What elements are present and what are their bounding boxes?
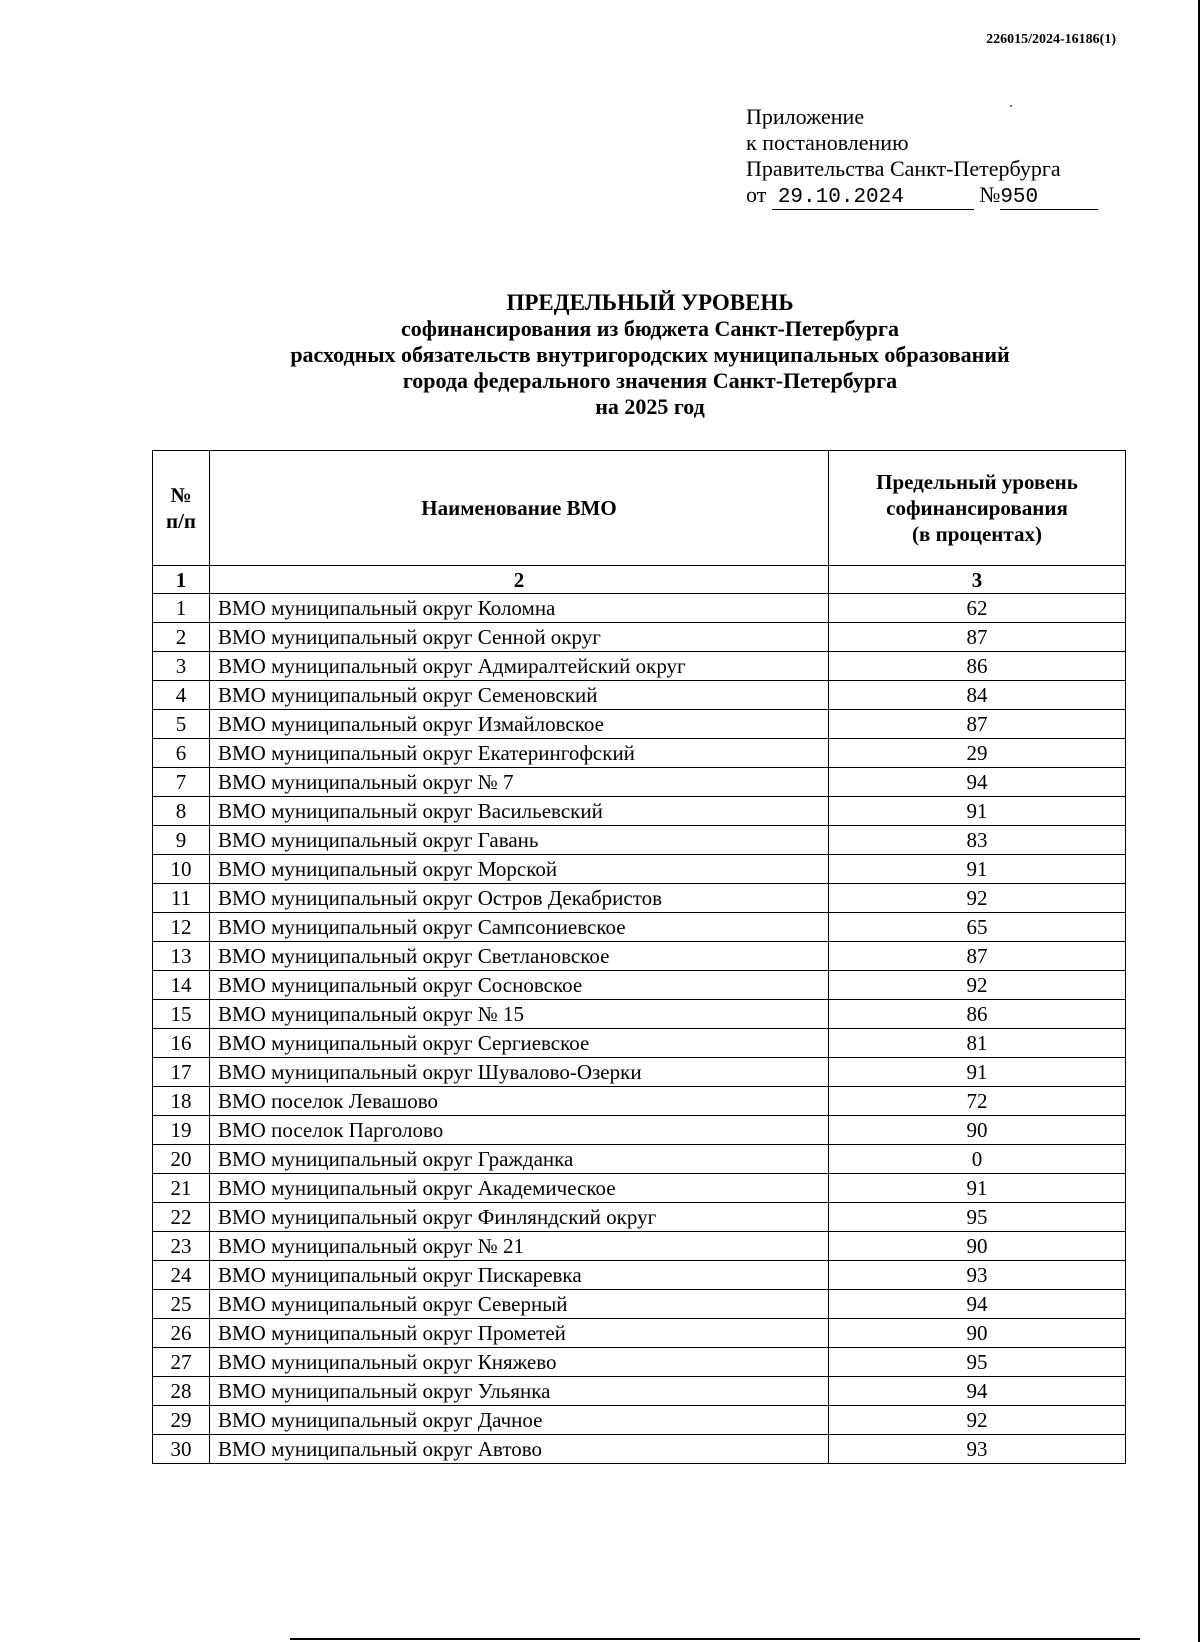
table-row xyxy=(153,1232,1126,1261)
vmo-name: ВМО муниципальный округ Адмиралтейский округ xyxy=(210,652,829,681)
vmo-name: ВМО муниципальный округ Измайловское xyxy=(210,710,829,739)
row-number: 4 xyxy=(153,681,210,710)
vmo-name: ВМО поселок Левашово xyxy=(210,1087,829,1116)
cofinancing-value: 94 xyxy=(829,1377,1126,1406)
row-number: 27 xyxy=(153,1348,210,1377)
vmo-name: ВМО муниципальный округ Гражданка xyxy=(210,1145,829,1174)
column-number-2: 2 xyxy=(210,566,829,594)
cofinancing-value: 91 xyxy=(829,1174,1126,1203)
cofinancing-value: 91 xyxy=(829,797,1126,826)
cofinancing-table xyxy=(152,450,1126,1464)
cofinancing-value: 92 xyxy=(829,1406,1126,1435)
row-number: 5 xyxy=(153,710,210,739)
table-row xyxy=(153,710,1126,739)
cofinancing-value: 0 xyxy=(829,1145,1126,1174)
document-title xyxy=(150,290,1150,420)
cofinancing-value: 86 xyxy=(829,1000,1126,1029)
header-vmo-name: Наименование ВМО xyxy=(210,451,829,566)
title-line-2: софинансирования из бюджета Санкт-Петербурга xyxy=(401,316,899,341)
title-line-5: на 2025 год xyxy=(595,394,705,419)
cofinancing-value: 29 xyxy=(829,739,1126,768)
row-number: 8 xyxy=(153,797,210,826)
vmo-name: ВМО муниципальный округ Академическое xyxy=(210,1174,829,1203)
row-number: 18 xyxy=(153,1087,210,1116)
row-number: 1 xyxy=(153,594,210,623)
header-num-line-1: № xyxy=(170,483,192,507)
header-cofinancing-level xyxy=(829,451,1126,566)
cofinancing-value: 90 xyxy=(829,1319,1126,1348)
appendix-date-row xyxy=(746,182,1098,210)
row-number: 26 xyxy=(153,1319,210,1348)
vmo-name: ВМО муниципальный округ № 7 xyxy=(210,768,829,797)
row-number: 21 xyxy=(153,1174,210,1203)
title-line-4: города федерального значения Санкт-Петербурга xyxy=(402,368,898,393)
cofinancing-value: 95 xyxy=(829,1348,1126,1377)
header-level-line-1: Предельный уровень xyxy=(876,470,1078,494)
row-number: 13 xyxy=(153,942,210,971)
table-row xyxy=(153,1087,1126,1116)
cofinancing-value: 94 xyxy=(829,768,1126,797)
number-prefix: № xyxy=(979,182,1001,207)
vmo-name: ВМО муниципальный округ Финляндский округ xyxy=(210,1203,829,1232)
table-row xyxy=(153,768,1126,797)
row-number: 3 xyxy=(153,652,210,681)
row-number: 6 xyxy=(153,739,210,768)
vmo-name: ВМО муниципальный округ Екатерингофский xyxy=(210,739,829,768)
vmo-name: ВМО муниципальный округ № 21 xyxy=(210,1232,829,1261)
table-row xyxy=(153,826,1126,855)
column-number-1: 1 xyxy=(153,566,210,594)
table-row xyxy=(153,797,1126,826)
table-row xyxy=(153,942,1126,971)
vmo-name: ВМО муниципальный округ Автово xyxy=(210,1435,829,1464)
cofinancing-value: 93 xyxy=(829,1261,1126,1290)
table-row xyxy=(153,1000,1126,1029)
header-level-line-2: софинансирования xyxy=(886,496,1068,520)
vmo-name: ВМО муниципальный округ Морской xyxy=(210,855,829,884)
appendix-line-3: Правительства Санкт-Петербурга xyxy=(746,156,1061,181)
table-row xyxy=(153,1319,1126,1348)
cofinancing-value: 81 xyxy=(829,1029,1126,1058)
table-row xyxy=(153,1029,1126,1058)
row-number: 24 xyxy=(153,1261,210,1290)
vmo-name: ВМО поселок Парголово xyxy=(210,1116,829,1145)
cofinancing-value: 87 xyxy=(829,710,1126,739)
header-level-line-3: (в процентах) xyxy=(912,522,1042,546)
row-number: 10 xyxy=(153,855,210,884)
table-row xyxy=(153,855,1126,884)
table-row xyxy=(153,681,1126,710)
row-number: 14 xyxy=(153,971,210,1000)
vmo-name: ВМО муниципальный округ Пискаревка xyxy=(210,1261,829,1290)
table-row xyxy=(153,1174,1126,1203)
vmo-name: ВМО муниципальный округ № 15 xyxy=(210,1000,829,1029)
row-number: 9 xyxy=(153,826,210,855)
cofinancing-value: 86 xyxy=(829,652,1126,681)
table-body xyxy=(153,594,1126,1464)
vmo-name: ВМО муниципальный округ Ульянка xyxy=(210,1377,829,1406)
vmo-name: ВМО муниципальный округ Северный xyxy=(210,1290,829,1319)
vmo-name: ВМО муниципальный округ Гавань xyxy=(210,826,829,855)
table-row xyxy=(153,1145,1126,1174)
table-row xyxy=(153,652,1126,681)
table-row xyxy=(153,594,1126,623)
vmo-name: ВМО муниципальный округ Васильевский xyxy=(210,797,829,826)
row-number: 22 xyxy=(153,1203,210,1232)
cofinancing-value: 95 xyxy=(829,1203,1126,1232)
table-row xyxy=(153,1261,1126,1290)
cofinancing-value: 91 xyxy=(829,855,1126,884)
table-row xyxy=(153,1290,1126,1319)
table-header-row xyxy=(153,451,1126,566)
title-line-3: расходных обязательств внутригородских муниципальных образований xyxy=(290,342,1010,367)
cofinancing-value: 91 xyxy=(829,1058,1126,1087)
row-number: 15 xyxy=(153,1000,210,1029)
cofinancing-value: 72 xyxy=(829,1087,1126,1116)
vmo-name: ВМО муниципальный округ Шувалово-Озерки xyxy=(210,1058,829,1087)
row-number: 30 xyxy=(153,1435,210,1464)
appendix-line-2: к постановлению xyxy=(746,130,909,155)
vmo-name: ВМО муниципальный округ Дачное xyxy=(210,1406,829,1435)
vmo-name: ВМО муниципальный округ Светлановское xyxy=(210,942,829,971)
cofinancing-value: 90 xyxy=(829,1232,1126,1261)
vmo-name: ВМО муниципальный округ Остров Декабристов xyxy=(210,884,829,913)
row-number: 16 xyxy=(153,1029,210,1058)
cofinancing-value: 62 xyxy=(829,594,1126,623)
table-row xyxy=(153,1058,1126,1087)
vmo-name: ВМО муниципальный округ Прометей xyxy=(210,1319,829,1348)
cofinancing-value: 90 xyxy=(829,1116,1126,1145)
cofinancing-value: 93 xyxy=(829,1435,1126,1464)
row-number: 7 xyxy=(153,768,210,797)
cofinancing-value: 65 xyxy=(829,913,1126,942)
vmo-name: ВМО муниципальный округ Сосновское xyxy=(210,971,829,1000)
table-row xyxy=(153,1406,1126,1435)
title-line-1: ПРЕДЕЛЬНЫЙ УРОВЕНЬ xyxy=(506,290,794,315)
table-row xyxy=(153,913,1126,942)
column-number-3: 3 xyxy=(829,566,1126,594)
row-number: 11 xyxy=(153,884,210,913)
resolution-date: 29.10.2024 xyxy=(772,187,974,210)
vmo-name: ВМО муниципальный округ Сенной округ xyxy=(210,623,829,652)
table-row xyxy=(153,971,1126,1000)
row-number: 25 xyxy=(153,1290,210,1319)
cofinancing-value: 92 xyxy=(829,884,1126,913)
row-number: 23 xyxy=(153,1232,210,1261)
header-num-line-2: п/п xyxy=(165,509,197,533)
row-number: 19 xyxy=(153,1116,210,1145)
column-number-row xyxy=(153,566,1126,594)
cofinancing-value: 83 xyxy=(829,826,1126,855)
table-row xyxy=(153,623,1126,652)
date-prefix: от xyxy=(746,182,767,207)
row-number: 28 xyxy=(153,1377,210,1406)
vmo-name: ВМО муниципальный округ Семеновский xyxy=(210,681,829,710)
cofinancing-value: 87 xyxy=(829,623,1126,652)
row-number: 12 xyxy=(153,913,210,942)
row-number: 17 xyxy=(153,1058,210,1087)
cofinancing-value: 92 xyxy=(829,971,1126,1000)
table-row xyxy=(153,884,1126,913)
resolution-number: 950 xyxy=(1000,187,1098,210)
appendix-line-1: Приложение xyxy=(746,104,865,129)
table-row xyxy=(153,1435,1126,1464)
appendix-block xyxy=(746,104,1098,210)
vmo-name: ВМО муниципальный округ Сергиевское xyxy=(210,1029,829,1058)
vmo-name: ВМО муниципальный округ Сампсониевское xyxy=(210,913,829,942)
table-row xyxy=(153,1377,1126,1406)
table-row xyxy=(153,1203,1126,1232)
row-number: 20 xyxy=(153,1145,210,1174)
cofinancing-value: 84 xyxy=(829,681,1126,710)
header-row-number xyxy=(153,451,210,566)
table-row xyxy=(153,1116,1126,1145)
table-row xyxy=(153,739,1126,768)
table-row xyxy=(153,1348,1126,1377)
vmo-name: ВМО муниципальный округ Княжево xyxy=(210,1348,829,1377)
vmo-name: ВМО муниципальный округ Коломна xyxy=(210,594,829,623)
row-number: 2 xyxy=(153,623,210,652)
row-number: 29 xyxy=(153,1406,210,1435)
document-registration-number: 226015/2024-16186(1) xyxy=(986,32,1116,47)
cofinancing-value: 94 xyxy=(829,1290,1126,1319)
cofinancing-value: 87 xyxy=(829,942,1126,971)
scan-bottom-line xyxy=(290,1638,1140,1640)
